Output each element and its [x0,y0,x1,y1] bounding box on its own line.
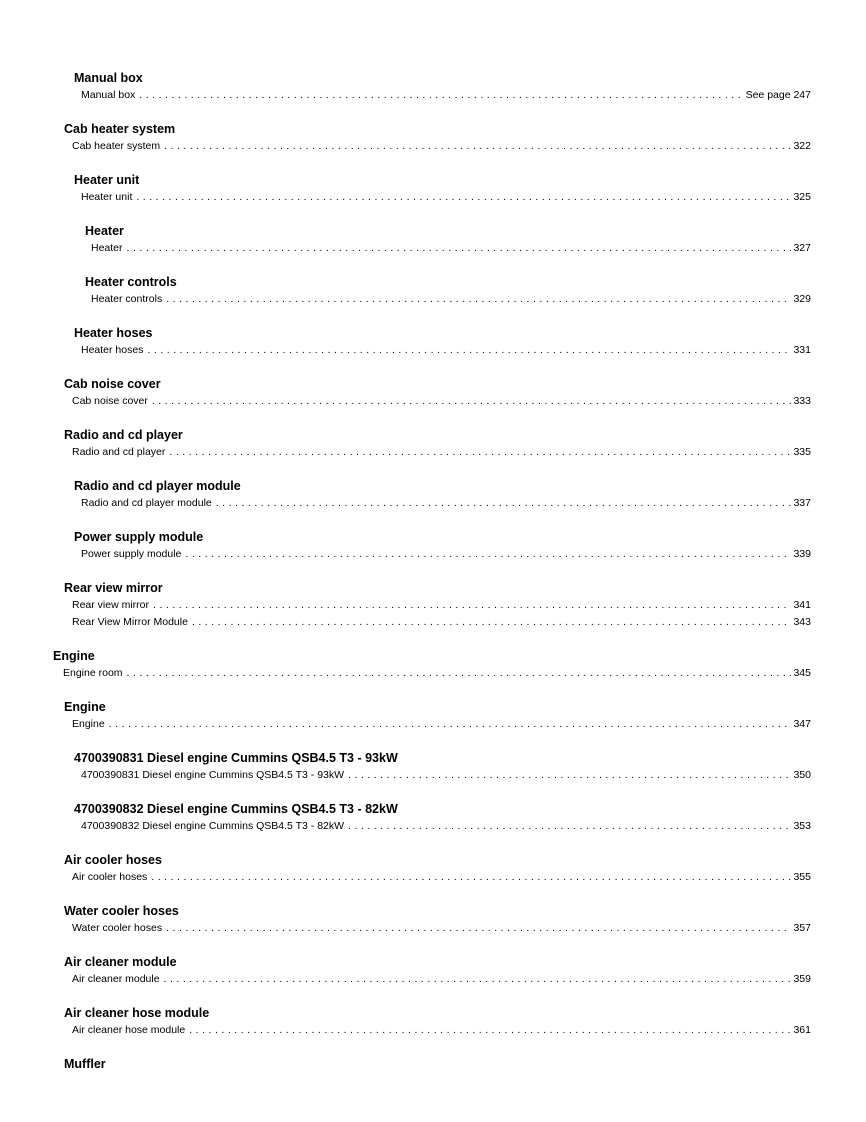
toc-entry-label: Cab noise cover [72,395,148,407]
toc-heading-cab-noise-cover: Cab noise cover [64,377,161,391]
toc-heading-radio-and-cd-player-module: Radio and cd player module [74,479,241,493]
toc-entry-label: 4700390832 Diesel engine Cummins QSB4.5 T3 - 82kW [81,820,345,832]
toc-heading-muffler: Muffler [64,1057,106,1071]
toc-entry-page: 361 [793,1024,811,1036]
toc-entry-label: Heater controls [91,293,163,305]
toc-entry-page: 345 [793,667,811,679]
toc-entry-label: Heater unit [81,191,133,203]
toc-entry-radio-and-cd-player-module[interactable] [81,497,811,510]
toc-entry-engine[interactable] [72,718,811,731]
toc-entry-label: Heater [91,242,123,254]
toc-heading-air-cleaner-module: Air cleaner module [64,955,177,969]
dot-leader [164,973,792,986]
toc-heading-manual-box: Manual box [74,71,143,85]
toc-heading-cab-heater-system: Cab heater system [64,122,176,136]
toc-entry-page: 357 [793,922,811,934]
toc-entry-heater-unit[interactable] [81,191,811,204]
toc-entry-air-cleaner-module[interactable] [72,973,811,986]
toc-entry-label: 4700390831 Diesel engine Cummins QSB4.5 T3 - 93kW [81,769,345,781]
dot-leader [216,497,792,510]
dot-leader [192,616,792,629]
toc-heading-heater-unit: Heater unit [74,173,140,187]
toc-heading-engine-93kw: 4700390831 Diesel engine Cummins QSB4.5 T3 - 93kW [74,751,398,765]
toc-entry-page: 322 [793,140,811,152]
toc-entry-page: 339 [793,548,811,560]
dot-leader [166,922,791,935]
toc-heading-air-cooler-hoses: Air cooler hoses [64,853,162,867]
dot-leader [153,599,791,612]
dot-leader [164,140,791,153]
toc-entry-page: 350 [793,769,811,781]
toc-entry-label: Radio and cd player module [81,497,212,509]
toc-entry-label: Engine room [63,667,123,679]
dot-leader [185,548,791,561]
toc-heading-heater-controls: Heater controls [85,275,177,289]
dot-leader [169,446,791,459]
toc-entry-label: Rear View Mirror Module [72,616,188,628]
toc-heading-water-cooler-hoses: Water cooler hoses [64,904,179,918]
toc-heading-air-cleaner-hose-module: Air cleaner hose module [64,1006,210,1020]
dot-leader [348,769,791,782]
dot-leader [189,1024,791,1037]
toc-entry-label: Power supply module [81,548,182,560]
toc-entry-cab-noise-cover[interactable] [72,395,811,408]
toc-entry-air-cooler-hoses[interactable] [72,871,811,884]
toc-entry-rear-view-mirror-module[interactable] [72,616,811,629]
toc-entry-page: 331 [793,344,811,356]
toc-entry-page: 353 [793,820,811,832]
toc-heading-heater-hoses: Heater hoses [74,326,153,340]
toc-entry-page: 329 [793,293,811,305]
toc-entry-power-supply-module[interactable] [81,548,811,561]
toc-entry-label: Air cleaner module [72,973,160,985]
toc-entry-engine-93kw[interactable] [81,769,811,782]
toc-heading-engine: Engine [64,700,106,714]
dot-leader [127,667,792,680]
dot-leader [109,718,792,731]
toc-heading-engine-82kw: 4700390832 Diesel engine Cummins QSB4.5 T3 - 82kW [74,802,398,816]
toc-heading-rear-view-mirror: Rear view mirror [64,581,163,595]
toc-entry-page: 337 [793,497,811,509]
toc-entry-label: Cab heater system [72,140,161,152]
toc-entry-engine-room[interactable] [63,667,811,680]
dot-leader [147,344,791,357]
toc-entry-heater-controls[interactable] [91,293,811,306]
toc-entry-cab-heater-system[interactable] [72,140,811,153]
toc-entry-air-cleaner-hose-module[interactable] [72,1024,811,1037]
toc-entry-water-cooler-hoses[interactable] [72,922,811,935]
dot-leader [152,395,792,408]
toc-entry-label: Air cooler hoses [72,871,148,883]
dot-leader [166,293,791,306]
dot-leader [139,89,743,102]
dot-leader [151,871,791,884]
toc-heading-radio-and-cd-player: Radio and cd player [64,428,183,442]
toc-entry-page: 325 [793,191,811,203]
dot-leader [136,191,791,204]
dot-leader [127,242,792,255]
toc-heading-power-supply-module: Power supply module [74,530,204,544]
toc-entry-page: 359 [793,973,811,985]
dot-leader [348,820,791,833]
toc-entry-page: 333 [793,395,811,407]
toc-entry-engine-82kw[interactable] [81,820,811,833]
toc-entry-label: Heater hoses [81,344,144,356]
toc-entry-page: See page 247 [745,89,811,101]
toc-entry-manual-box[interactable] [81,89,811,102]
toc-entry-label: Radio and cd player [72,446,166,458]
toc-entry-page: 335 [793,446,811,458]
toc-entry-label: Water cooler hoses [72,922,163,934]
toc-entry-heater-hoses[interactable] [81,344,811,357]
toc-heading-heater: Heater [85,224,124,238]
toc-entry-page: 355 [793,871,811,883]
toc-entry-page: 347 [793,718,811,730]
toc-entry-rear-view-mirror[interactable] [72,599,811,612]
toc-entry-page: 341 [793,599,811,611]
toc-entry-label: Rear view mirror [72,599,150,611]
toc-entry-page: 327 [793,242,811,254]
toc-entry-radio-and-cd-player[interactable] [72,446,811,459]
toc-entry-label: Air cleaner hose module [72,1024,186,1036]
toc-entry-page: 343 [793,616,811,628]
toc-entry-label: Engine [72,718,105,730]
toc-heading-engine-chapter: Engine [53,649,95,663]
toc-entry-label: Manual box [81,89,136,101]
toc-entry-heater[interactable] [91,242,811,255]
